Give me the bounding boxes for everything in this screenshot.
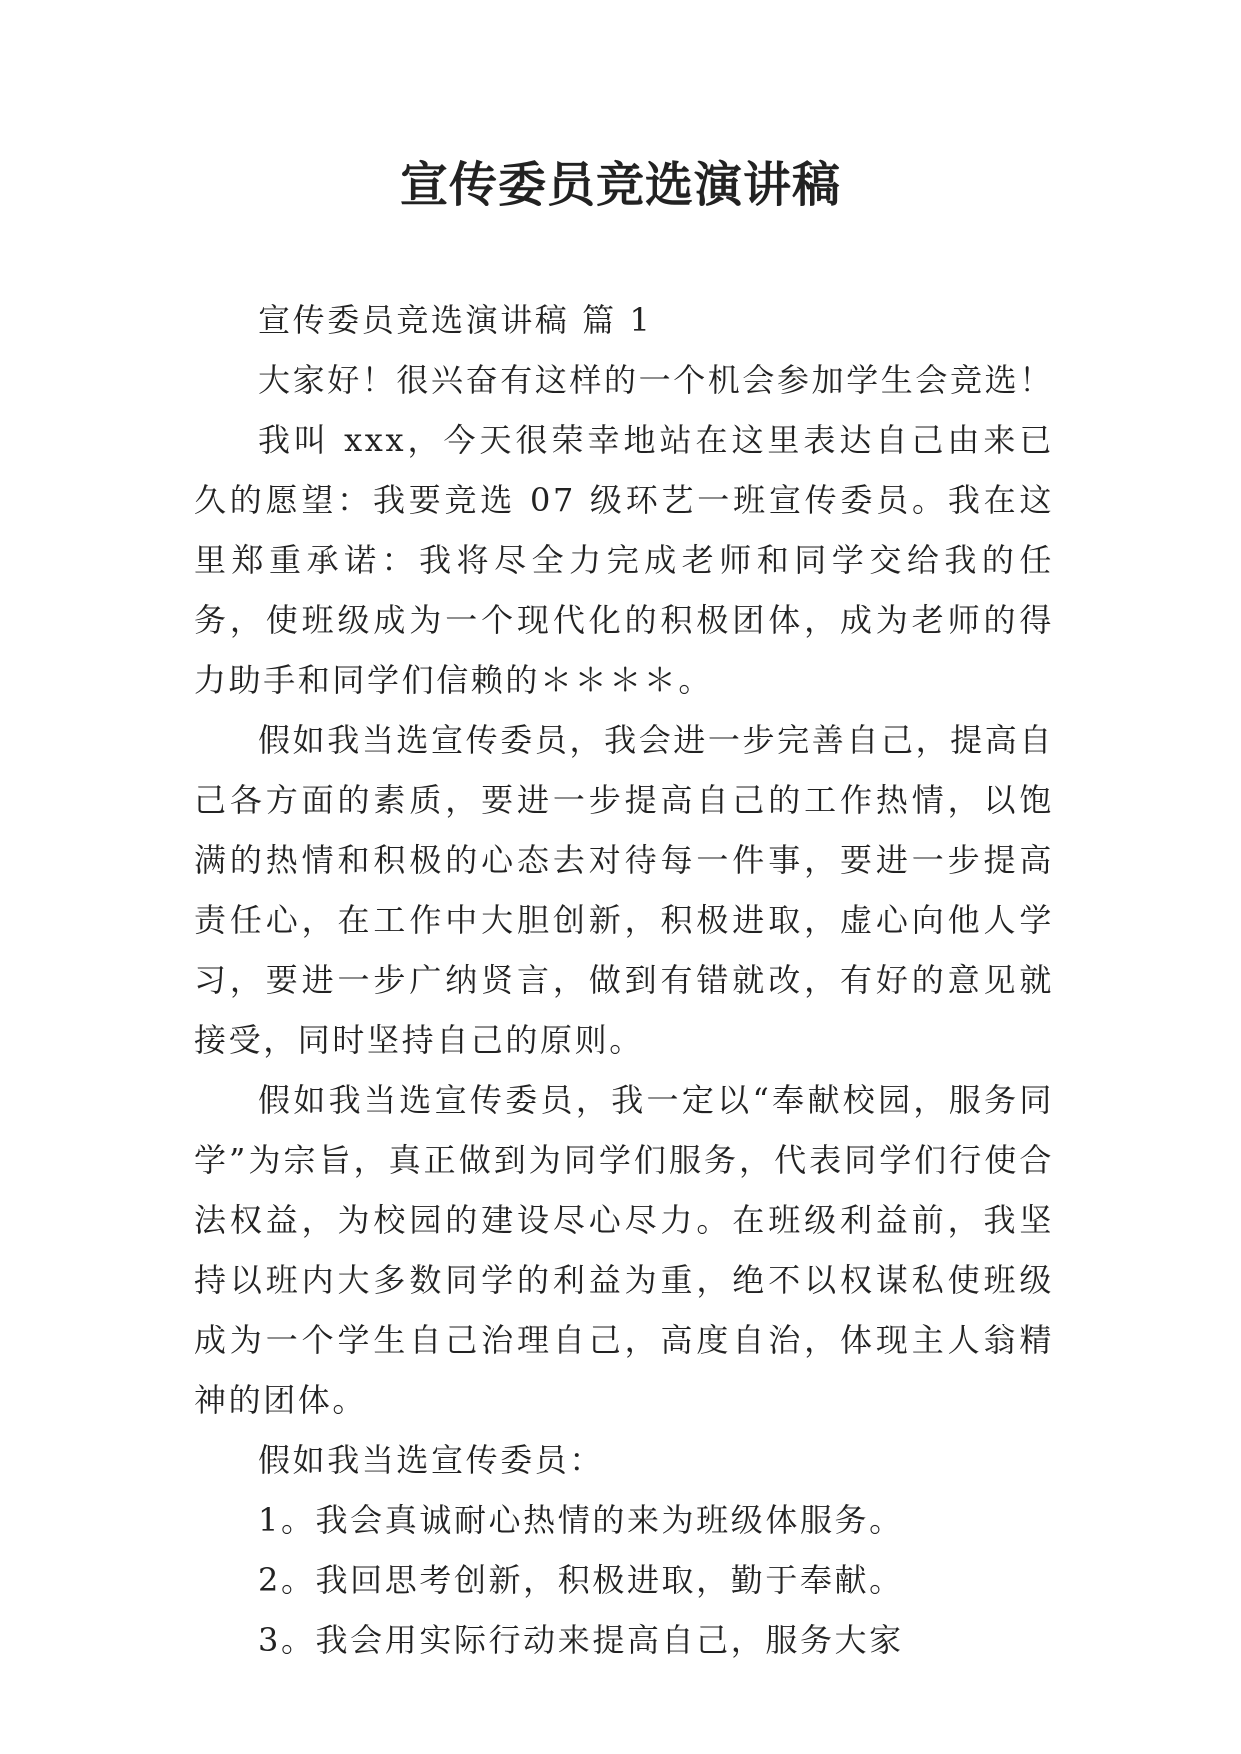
list-item-1: 1。我会真诚耐心热情的来为班级体服务。 [258, 1501, 904, 1539]
paragraph-self-improvement: 假如我当选宣传委员，我会进一步完善自己，提高自己各方面的素质，要进一步提高自己的工作热情，以饱满的热情和积极的心态去对待每一件事，要进一步提高责任心，在工作中大胆创新，积极进取，虚心向他人学习，要进一步广纳贤言，做到有错就改，有好的意见就接受，同时坚持自己的原则。 [194, 721, 1054, 1059]
document-body [194, 290, 1054, 1670]
paragraph-service-purpose: 假如我当选宣传委员，我一定以“奉献校园，服务同学”为宗旨，真正做到为同学们服务，代表同学们行使合法权益，为校园的建设尽心尽力。在班级利益前，我坚持以班内大多数同学的利益为重，绝不以权谋私使班级成为一个学生自己治理自己，高度自治，体现主人翁精神的团体。 [194, 1081, 1054, 1419]
paragraph-introduction: 我叫 xxx，今天很荣幸地站在这里表达自己由来已久的愿望：我要竞选 07 级环艺一班宣传委员。我在这里郑重承诺：我将尽全力完成老师和同学交给我的任务，使班级成为一个现代化的积极团体，成为老师的得力助手和同学们信赖的＊＊＊＊。 [194, 421, 1054, 699]
section-heading: 宣传委员竞选演讲稿 篇 1 [258, 301, 653, 339]
paragraph-greeting: 大家好！很兴奋有这样的一个机会参加学生会竞选！ [258, 361, 1054, 399]
list-item-3: 3。我会用实际行动来提高自己，服务大家 [258, 1621, 904, 1659]
list-item-2: 2。我回思考创新，积极进取，勤于奉献。 [258, 1561, 904, 1599]
paragraph-list-intro: 假如我当选宣传委员： [258, 1441, 605, 1479]
document-title: 宣传委员竞选演讲稿 [399, 157, 841, 213]
